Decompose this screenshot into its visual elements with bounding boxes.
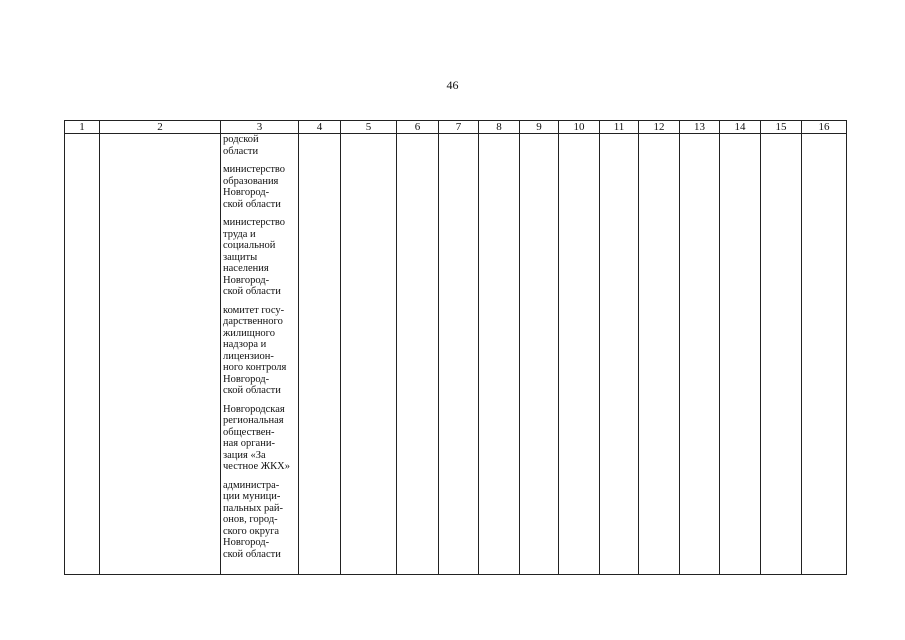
cell-col-12 <box>639 134 680 575</box>
cell-col-3 <box>221 134 299 575</box>
column-header-10: 10 <box>559 121 600 134</box>
document-table <box>64 120 847 575</box>
executor-entry <box>223 404 298 473</box>
column-header-9: 9 <box>520 121 559 134</box>
executor-line: ного контроля <box>223 362 287 373</box>
column-header-3: 3 <box>221 121 299 134</box>
executor-line: социальной <box>223 240 276 251</box>
executor-line: Новгород- <box>223 373 270 385</box>
cell-col-15 <box>761 134 802 575</box>
executor-line: ской области <box>223 548 281 560</box>
executor-line: обществен- <box>223 426 275 438</box>
cell-col-1 <box>65 134 100 575</box>
executors-list <box>221 134 298 560</box>
cell-col-14 <box>720 134 761 575</box>
cell-col-10 <box>559 134 600 575</box>
cell-col-16 <box>802 134 847 575</box>
executor-line: ции муници- <box>223 491 281 502</box>
table-row <box>65 134 847 575</box>
executor-line: защиты <box>223 251 258 263</box>
cell-col-8 <box>479 134 520 575</box>
column-header-6: 6 <box>397 121 439 134</box>
column-header-16: 16 <box>802 121 847 134</box>
executor-line: ского округа <box>223 525 280 537</box>
executor-line: ской области <box>223 198 281 210</box>
executor-line: лицензион- <box>223 350 274 362</box>
executor-entry <box>223 480 298 561</box>
cell-col-13 <box>680 134 720 575</box>
cell-col-9 <box>520 134 559 575</box>
executor-line: ской области <box>223 286 281 297</box>
executor-line: родской <box>223 134 259 145</box>
executor-line: региональная <box>223 415 284 426</box>
header-row <box>65 121 847 134</box>
executor-line: министерство <box>223 164 286 175</box>
executor-line: области <box>223 145 259 157</box>
executor-entry <box>223 217 298 298</box>
executor-entry <box>223 164 298 210</box>
column-header-4: 4 <box>299 121 341 134</box>
executor-line: онов, город- <box>223 514 278 525</box>
column-header-7: 7 <box>439 121 479 134</box>
column-header-1: 1 <box>65 121 100 134</box>
executor-line: труда и <box>223 228 256 240</box>
executor-line: честное ЖКХ» <box>223 461 290 472</box>
executor-line: пальных рай- <box>223 502 283 514</box>
executor-line: надзора и <box>223 339 267 350</box>
executor-line: образования <box>223 175 279 187</box>
cell-col-4 <box>299 134 341 575</box>
executor-line: Новгород- <box>223 187 270 198</box>
cell-col-7 <box>439 134 479 575</box>
executor-line: министерство <box>223 217 286 228</box>
column-header-2: 2 <box>100 121 221 134</box>
column-header-11: 11 <box>600 121 639 134</box>
executor-entry <box>223 134 298 157</box>
executor-line: Новгород- <box>223 537 270 548</box>
column-header-8: 8 <box>479 121 520 134</box>
executor-line: населения <box>223 263 269 274</box>
cell-col-5 <box>341 134 397 575</box>
executor-line: Новгородская <box>223 403 285 415</box>
executor-line: жилищного <box>223 327 275 339</box>
executor-line: администра- <box>223 479 280 491</box>
column-header-14: 14 <box>720 121 761 134</box>
column-header-13: 13 <box>680 121 720 134</box>
executor-line: комитет госу- <box>223 304 285 316</box>
cell-col-11 <box>600 134 639 575</box>
executor-line: дарственного <box>223 316 283 327</box>
column-header-15: 15 <box>761 121 802 134</box>
column-header-5: 5 <box>341 121 397 134</box>
executor-line: ской области <box>223 385 281 396</box>
cell-col-6 <box>397 134 439 575</box>
column-header-12: 12 <box>639 121 680 134</box>
executor-line: Новгород- <box>223 274 270 286</box>
executor-line: ная органи- <box>223 438 275 449</box>
cell-col-2 <box>100 134 221 575</box>
executor-entry <box>223 305 298 397</box>
executor-line: зация «За <box>223 449 266 461</box>
page-number: 46 <box>446 78 459 92</box>
